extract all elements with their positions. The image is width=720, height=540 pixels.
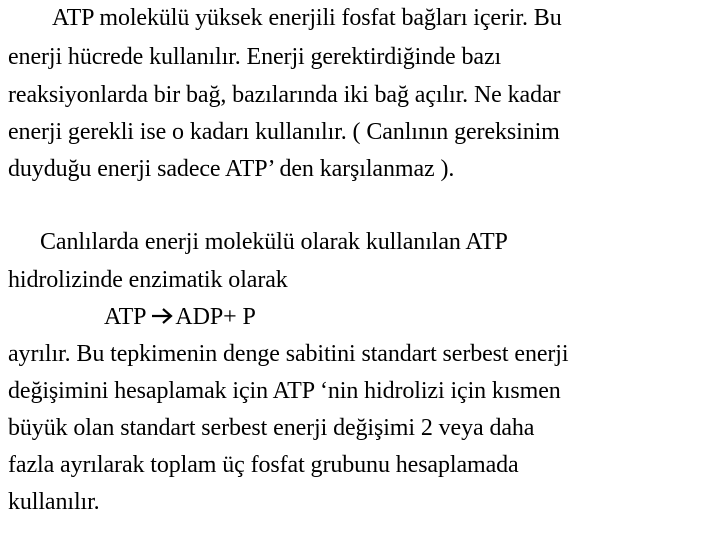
paragraph2-line-2: hidrolizinde enzimatik olarak (8, 267, 288, 293)
paragraph1-line-5: duyduğu enerji sadece ATP’ den karşılanmaz ). (8, 156, 455, 182)
paragraph1-line-1: ATP molekülü yüksek enerjili fosfat bağları içerir. Bu (52, 5, 562, 31)
equation-reactant: ATP (104, 304, 152, 330)
paragraph2-line-6: fazla ayrılarak toplam üç fosfat grubunu hesaplamada (8, 452, 519, 478)
right-arrow-icon (151, 305, 175, 327)
paragraph2-line-7: kullanılır. (8, 489, 100, 515)
reaction-equation (104, 303, 256, 331)
paragraph2-line-5: büyük olan standart serbest enerji değişimi 2 veya daha (8, 415, 535, 441)
paragraph1-line-2: enerji hücrede kullanılır. Enerji gerektirdiğinde bazı (8, 44, 502, 70)
paragraph2-line-4: değişimini hesaplamak için ATP ‘nin hidrolizi için kısmen (8, 378, 561, 404)
equation-products: ADP+ P (175, 304, 256, 330)
paragraph2-line-3: ayrılır. Bu tepkimenin denge sabitini standart serbest enerji (8, 341, 569, 367)
paragraph2-line-1: Canlılarda enerji molekülü olarak kullanılan ATP (40, 229, 508, 255)
paragraph1-line-4: enerji gerekli ise o kadarı kullanılır. ( Canlının gereksinim (8, 119, 560, 145)
paragraph1-line-3: reaksiyonlarda bir bağ, bazılarında iki bağ açılır. Ne kadar (8, 82, 561, 108)
